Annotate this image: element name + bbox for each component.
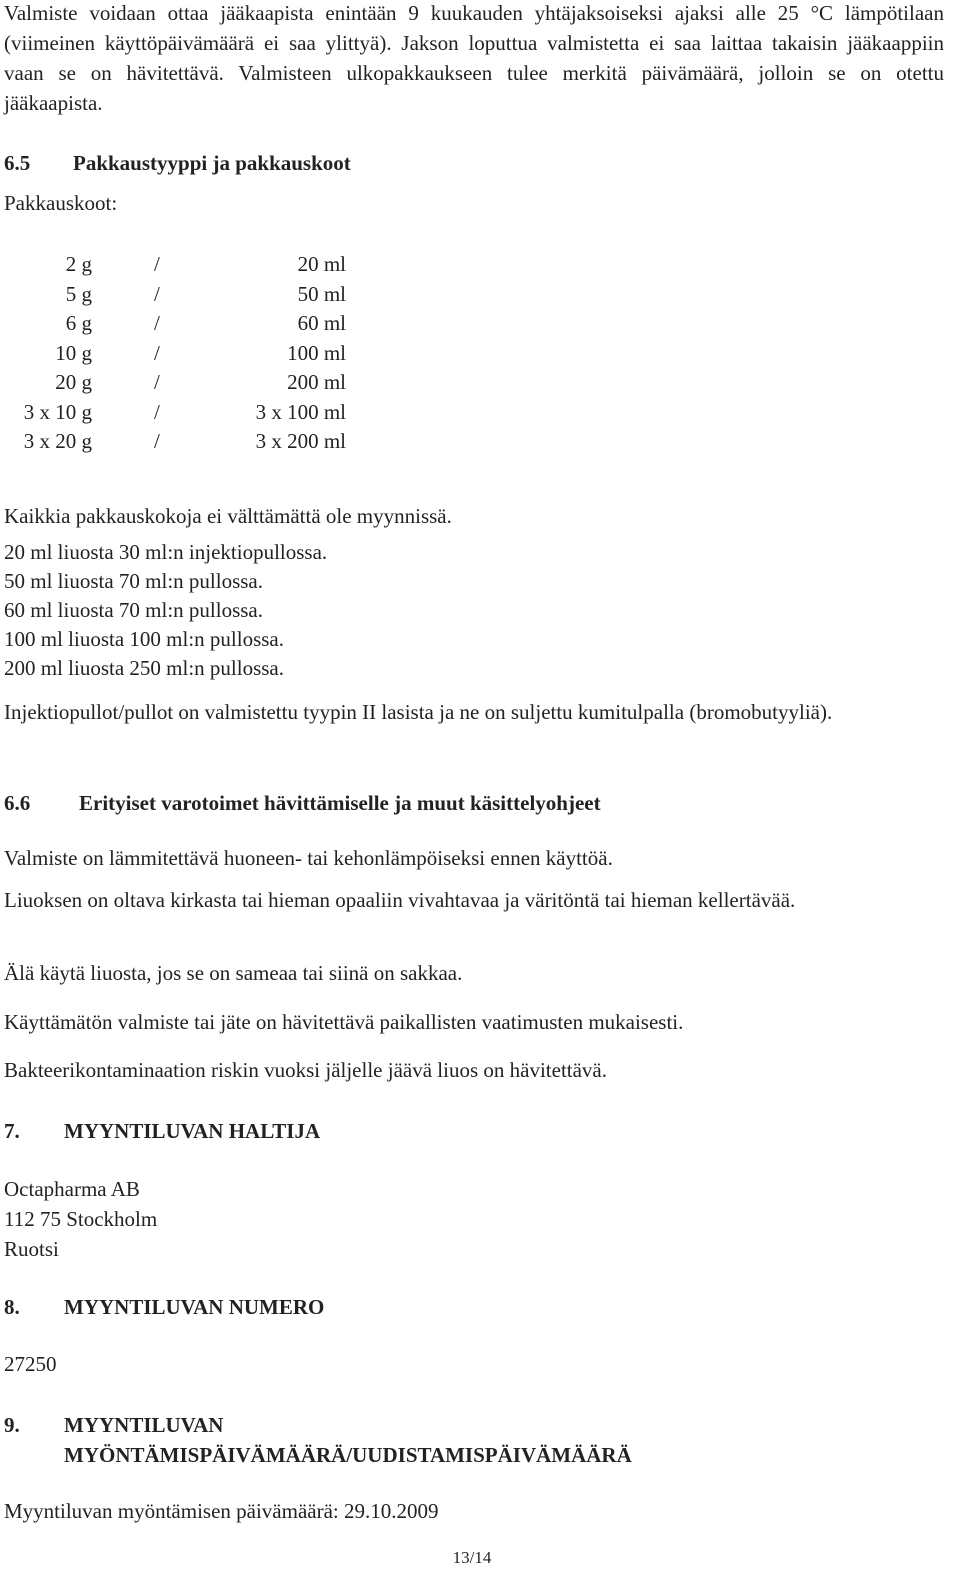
package-size-grams: 5 g — [65, 281, 92, 306]
package-size-ml: 100 ml — [287, 340, 346, 365]
package-size-separator: / — [154, 281, 160, 306]
container-line: 60 ml liuosta 70 ml:n pullossa. — [4, 598, 264, 622]
page-number: 13/14 — [452, 1548, 492, 1567]
package-size-row — [8, 367, 408, 397]
section-7-heading — [4, 1116, 320, 1146]
address-line: 112 75 Stockholm — [4, 1207, 158, 1231]
package-size-ml: 3 x 200 ml — [255, 429, 346, 453]
section-title-line-1: MYYNTILUVAN — [64, 1413, 224, 1437]
glass-note: Injektiopullot/pullot on valmistettu tyypin II lasista ja ne on suljettu kumitulpalla (bromobutyyliä). — [4, 700, 833, 724]
package-size-separator: / — [154, 311, 160, 335]
package-size-grams: 2 g — [65, 252, 92, 276]
section-number: 9. — [4, 1413, 20, 1437]
package-size-row — [8, 338, 408, 368]
grant-date-value: 29.10.2009 — [344, 1499, 439, 1523]
marketing-authorisation-holder-address — [4, 1174, 157, 1264]
authorisation-number: 27250 — [4, 1352, 57, 1376]
container-line: 200 ml liuosta 250 ml:n pullossa. — [4, 656, 285, 680]
package-size-separator: / — [154, 252, 160, 276]
section-9-heading — [4, 1410, 632, 1470]
package-size-ml: 20 ml — [297, 252, 346, 276]
package-size-separator: / — [154, 399, 160, 424]
package-size-ml: 60 ml — [297, 311, 346, 335]
package-size-grams: 3 x 10 g — [23, 399, 92, 424]
section-number: 6.6 — [4, 791, 31, 815]
intro-paragraph: Valmiste voidaan ottaa jääkaapista enintään 9 kuukauden yhtäjaksoiseksi ajaksi alle 25 °C lämpötilaan (viimeinen käyttöpäivämäärä ei saa ylittyä). Jakson loputtua valmistetta ei saa laittaa takaisin jääkaappiin vaan se on hävitettävä. Valmisteen ulkopakkaukseen tulee merkitä päivämäärä, jolloin se on otettu jääkaapista. — [4, 1, 944, 115]
package-size-row — [8, 308, 408, 338]
package-sizes-table — [8, 249, 408, 456]
package-size-row — [8, 249, 408, 279]
section-title: Pakkaustyyppi ja pakkauskoot — [73, 151, 351, 175]
grant-date-label: Myyntiluvan myöntämisen päivämäärä: — [4, 1499, 339, 1523]
package-size-grams: 20 g — [55, 370, 92, 394]
package-size-row — [8, 279, 408, 309]
address-line: Ruotsi — [4, 1237, 59, 1261]
address-line: Octapharma AB — [4, 1177, 140, 1201]
section-title: MYYNTILUVAN NUMERO — [64, 1295, 325, 1319]
handling-paragraph-1: Valmiste on lämmitettävä huoneen- tai kehonlämpöiseksi ennen käyttöä. — [4, 846, 613, 870]
handling-paragraph-5: Bakteerikontaminaation riskin vuoksi jäljelle jäävä liuos on hävitettävä. — [4, 1058, 608, 1082]
section-title: Erityiset varotoimet hävittämiselle ja muut käsittelyohjeet — [79, 791, 601, 815]
availability-note: Kaikkia pakkauskokoja ei välttämättä ole myynnissä. — [4, 504, 452, 528]
package-sizes-label: Pakkauskoot: — [4, 191, 118, 215]
package-size-ml: 3 x 100 ml — [255, 399, 346, 424]
package-size-separator: / — [154, 370, 160, 394]
section-number: 8. — [4, 1295, 20, 1319]
container-list — [4, 537, 327, 682]
package-size-row — [8, 426, 408, 456]
package-size-separator: / — [154, 429, 160, 453]
section-6-6-heading — [4, 788, 601, 818]
package-size-separator: / — [154, 340, 160, 365]
section-number: 6.5 — [4, 151, 31, 175]
section-title: MYYNTILUVAN HALTIJA — [64, 1119, 321, 1143]
package-size-ml: 50 ml — [297, 281, 346, 306]
handling-paragraph-4: Käyttämätön valmiste tai jäte on hävitettävä paikallisten vaatimusten mukaisesti. — [4, 1010, 684, 1034]
section-8-heading — [4, 1292, 324, 1322]
container-line: 100 ml liuosta 100 ml:n pullossa. — [4, 627, 285, 651]
section-number: 7. — [4, 1119, 20, 1143]
grant-date-line — [4, 1496, 439, 1526]
package-size-grams: 6 g — [65, 311, 92, 335]
handling-paragraph-2: Liuoksen on oltava kirkasta tai hieman opaaliin vivahtavaa ja väritöntä tai hieman kellertävää. — [4, 888, 796, 912]
container-line: 20 ml liuosta 30 ml:n injektiopullossa. — [4, 540, 328, 564]
section-6-5-heading — [4, 148, 351, 178]
package-size-grams: 3 x 20 g — [23, 429, 92, 453]
package-size-grams: 10 g — [55, 340, 92, 365]
handling-paragraph-3: Älä käytä liuosta, jos se on sameaa tai siinä on sakkaa. — [4, 961, 463, 985]
package-size-row — [8, 397, 408, 427]
container-line: 50 ml liuosta 70 ml:n pullossa. — [4, 569, 264, 593]
package-size-ml: 200 ml — [287, 370, 346, 394]
section-title-line-2: MYÖNTÄMISPÄIVÄMÄÄRÄ/UUDISTAMISPÄIVÄMÄÄRÄ — [64, 1443, 632, 1467]
